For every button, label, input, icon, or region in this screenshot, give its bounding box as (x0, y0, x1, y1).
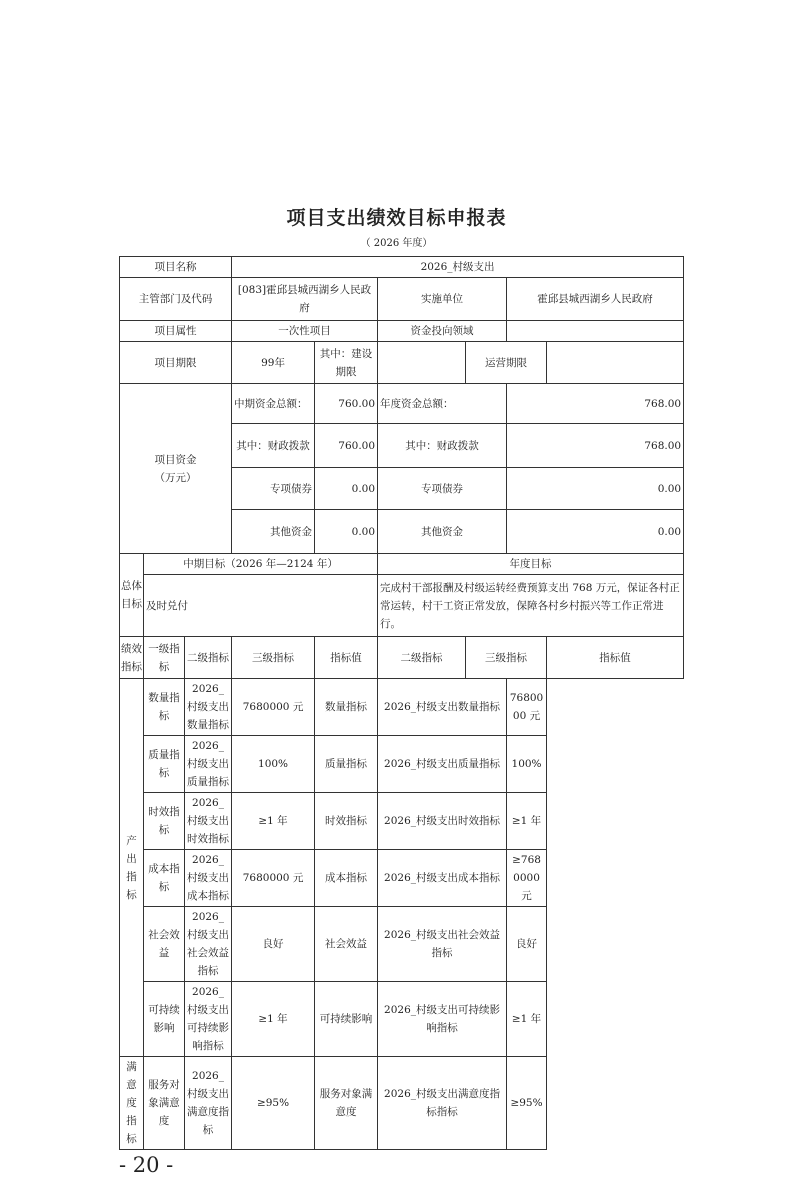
l2-cell: 可持续影响 (315, 982, 378, 1057)
year-fund-value: 768.00 (507, 384, 684, 424)
l3-cell: 2026_村级支出满意度指标 (185, 1057, 232, 1150)
value-cell: ≥1 年 (507, 793, 547, 850)
year-fund-value: 0.00 (507, 510, 684, 554)
l2-cell: 社会效益 (144, 907, 185, 982)
table-row (120, 1057, 684, 1150)
period-label: 项目期限 (120, 342, 232, 384)
mid-goal-header: 中期目标（2026 年—2124 年） (144, 554, 378, 575)
table-row (120, 554, 684, 575)
mid-fund-value: 0.00 (315, 468, 378, 510)
l3-cell: 2026_村级支出质量指标 (185, 736, 232, 793)
header-cell: 指标值 (315, 637, 378, 679)
l3-cell: 2026_村级支出数量指标 (378, 679, 507, 736)
l3-cell: 2026_村级支出成本指标 (378, 850, 507, 907)
impl-value: 霍邱县城西湖乡人民政府 (507, 278, 684, 321)
table-row (120, 793, 684, 850)
page-title: 项目支出绩效目标申报表 (286, 207, 507, 229)
table-row (120, 342, 684, 384)
year-fund-label: 年度资金总额： (378, 384, 507, 424)
year-goal-header: 年度目标 (378, 554, 684, 575)
l2-cell: 服务对象满意度 (144, 1057, 185, 1150)
op-label: 运营期限 (466, 342, 547, 384)
funds-label (120, 384, 232, 554)
l3-cell: 2026_村级支出社会效益指标 (185, 907, 232, 982)
mid-goal-text: 及时兑付 (144, 575, 378, 637)
mid-fund-label: 其他资金 (232, 510, 315, 554)
value-cell: ≥1 年 (232, 793, 315, 850)
year-fund-label: 其他资金 (378, 510, 507, 554)
value-cell: 7680000 元 (232, 850, 315, 907)
mid-fund-label: 专项债券 (232, 468, 315, 510)
l2-cell: 数量指标 (144, 679, 185, 736)
table-row (120, 637, 684, 679)
page-number: - 20 - (119, 1153, 174, 1177)
l2-cell: 数量指标 (315, 679, 378, 736)
l2-cell: 时效指标 (144, 793, 185, 850)
impl-label: 实施单位 (378, 278, 507, 321)
table-row (120, 907, 684, 982)
value-cell: 7680000 元 (232, 679, 315, 736)
value-cell: ≥7680000 元 (507, 850, 547, 907)
dept-value: [083]霍邱县城西湖乡人民政府 (232, 278, 378, 321)
value-cell: ≥1 年 (507, 982, 547, 1057)
header-cell: 三级指标 (466, 637, 547, 679)
mid-fund-value: 760.00 (315, 424, 378, 468)
l2-cell: 可持续影响 (144, 982, 185, 1057)
dept-label: 主管部门及代码 (120, 278, 232, 321)
mid-fund-label: 其中：财政拨款 (232, 424, 315, 468)
l3-cell: 2026_村级支出可持续影响指标 (378, 982, 507, 1057)
l3-cell: 2026_村级支出时效指标 (378, 793, 507, 850)
l3-cell: 2026_村级支出满意度指标指标 (378, 1057, 507, 1150)
l3-cell: 2026_村级支出质量指标 (378, 736, 507, 793)
build-value (378, 342, 466, 384)
perf-label: 绩效指标 (120, 637, 144, 679)
l3-cell: 2026_村级支出成本指标 (185, 850, 232, 907)
l3-cell: 2026_村级支出可持续影响指标 (185, 982, 232, 1057)
year-goal-text: 完成村干部报酬及村级运转经费预算支出 768 万元，保证各村正常运转，村干工资正常发放，保障各村乡村振兴等工作正常进行。 (378, 575, 684, 637)
year-fund-value: 768.00 (507, 424, 684, 468)
year-subtitle: （ 2026 年度） (360, 238, 433, 249)
year-fund-label: 专项债券 (378, 468, 507, 510)
value-cell: ≥95% (507, 1057, 547, 1150)
header-cell: 三级指标 (232, 637, 315, 679)
year-fund-value: 0.00 (507, 468, 684, 510)
period-value: 99年 (232, 342, 315, 384)
l2-cell: 社会效益 (315, 907, 378, 982)
project-name-label: 项目名称 (120, 257, 232, 278)
table-row (120, 278, 684, 321)
attr-label: 项目属性 (120, 321, 232, 342)
funds-title: 项目资金 (154, 453, 197, 466)
build-label: 其中：建设期限 (315, 342, 378, 384)
output-label: 产出指标 (120, 679, 144, 1057)
l3-cell: 2026_村级支出数量指标 (185, 679, 232, 736)
mid-fund-label: 中期资金总额： (232, 384, 315, 424)
l2-cell: 服务对象满意度 (315, 1057, 378, 1150)
l2-cell: 质量指标 (315, 736, 378, 793)
project-name-value: 2026_村级支出 (232, 257, 684, 278)
table-row (120, 679, 684, 736)
value-cell: 良好 (507, 907, 547, 982)
value-cell: 100% (507, 736, 547, 793)
table-row (120, 321, 684, 342)
value-cell: 7680000 元 (507, 679, 547, 736)
l2-cell: 成本指标 (144, 850, 185, 907)
year-fund-label: 其中：财政拨款 (378, 424, 507, 468)
table-row (120, 850, 684, 907)
header-cell: 一级指标 (144, 637, 185, 679)
op-value (547, 342, 684, 384)
page-body (119, 256, 683, 1178)
l2-cell: 时效指标 (315, 793, 378, 850)
l3-cell: 2026_村级支出社会效益指标 (378, 907, 507, 982)
l3-cell: 2026_村级支出时效指标 (185, 793, 232, 850)
l2-cell: 成本指标 (315, 850, 378, 907)
mid-fund-value: 0.00 (315, 510, 378, 554)
table-row (120, 736, 684, 793)
value-cell: ≥95% (232, 1057, 315, 1150)
mid-fund-value: 760.00 (315, 384, 378, 424)
l2-cell: 质量指标 (144, 736, 185, 793)
table-row (120, 257, 684, 278)
goals-label: 总体目标 (120, 554, 144, 637)
header-cell: 二级指标 (185, 637, 232, 679)
performance-table (119, 256, 684, 1150)
field-label: 资金投向领域 (378, 321, 507, 342)
value-cell: 100% (232, 736, 315, 793)
header-cell: 指标值 (547, 637, 684, 679)
table-row (120, 982, 684, 1057)
value-cell: 良好 (232, 907, 315, 982)
table-row (120, 384, 684, 424)
header-cell: 二级指标 (378, 637, 466, 679)
field-value (507, 321, 684, 342)
value-cell: ≥1 年 (232, 982, 315, 1057)
table-row (120, 575, 684, 637)
l1-cell: 满意度指标 (120, 1057, 144, 1150)
funds-unit: （万元） (154, 471, 197, 484)
attr-value: 一次性项目 (232, 321, 378, 342)
